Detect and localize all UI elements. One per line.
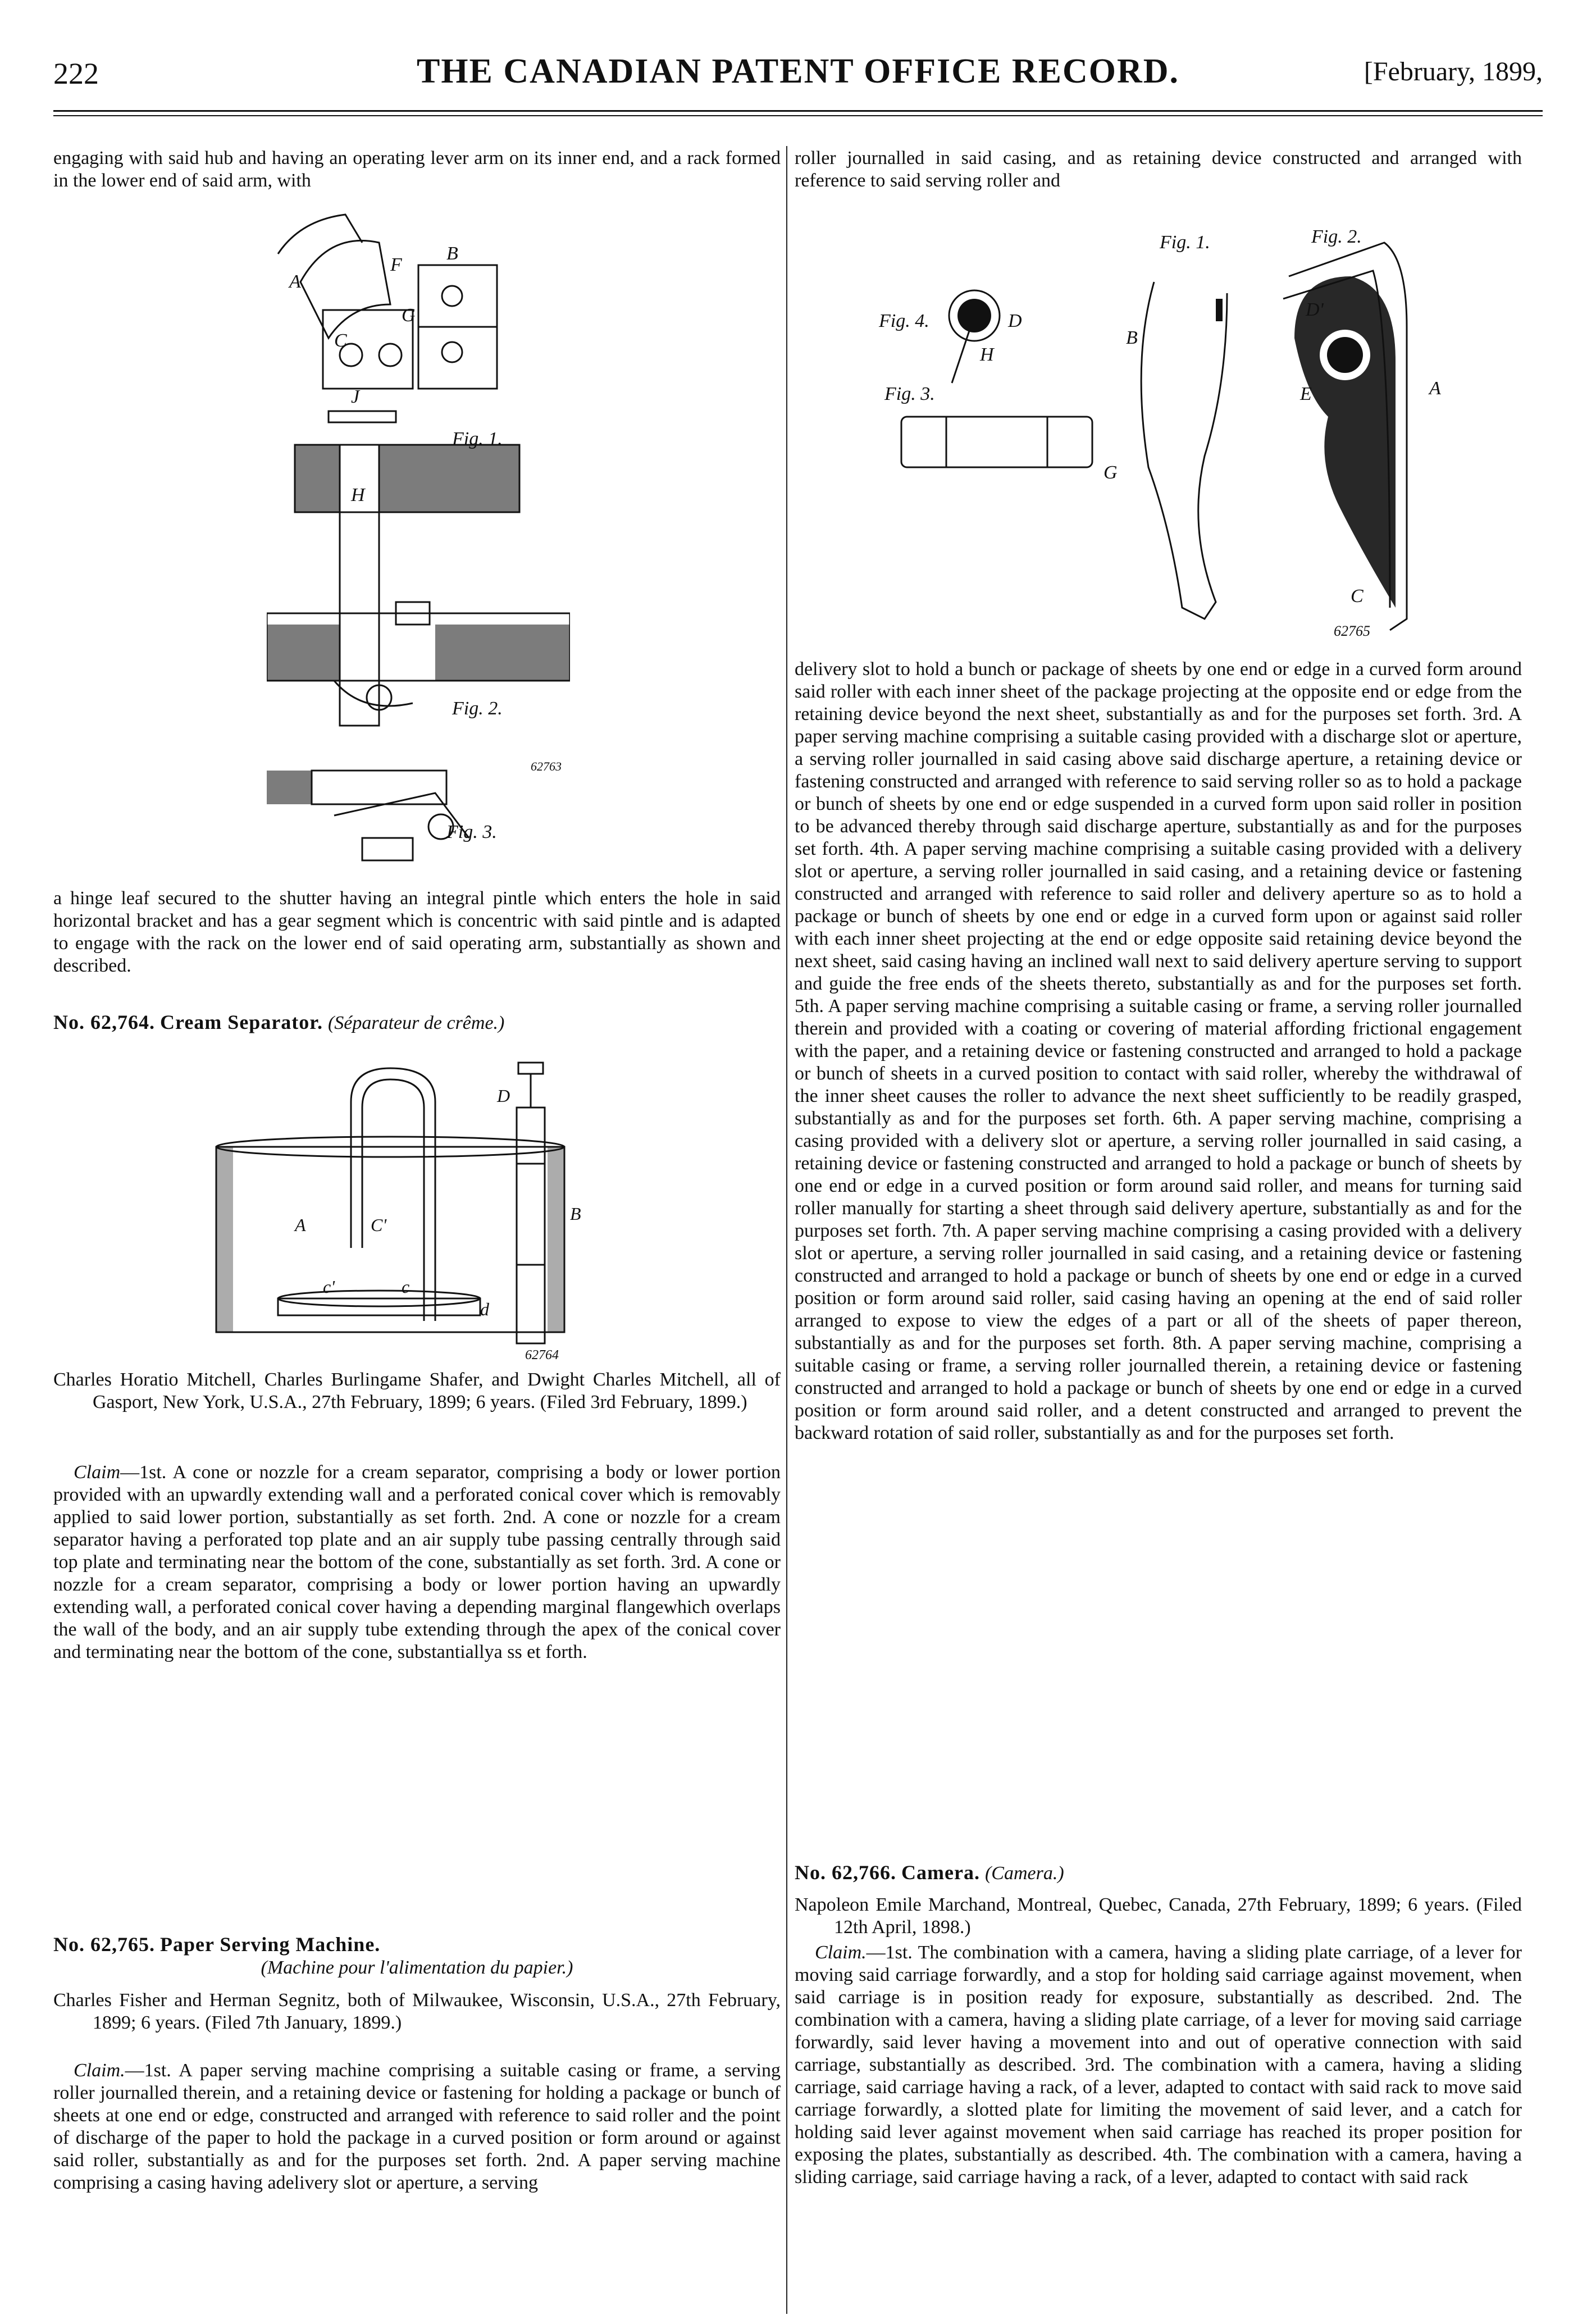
continuation-text-top-right: roller journalled in said casing, and as retaining device constructed and arranged with reference to said serving roller and (795, 148, 1522, 191)
label-A: A (1429, 378, 1441, 399)
label-F: F (390, 254, 402, 275)
entry-number: No. 62,766. (795, 1861, 896, 1884)
page-number: 222 (53, 57, 99, 90)
claim-text: —1st. A paper serving machine comprising a suitable casing or frame, a serving roller journalled therein, and a retaining device or fastening for holding a package or bunch of sheets at one end or edge, constructed and arranged with reference to said roller and the point of discharge of the paper to hold the package in a curved position or form around or against said roller, substantially as and for the purposes set forth. 2nd. A paper serving machine comprising a casing having adelivery slot or aperture, a serving (53, 2060, 781, 2193)
entry-number: No. 62,764. (53, 1011, 155, 1033)
continuation-claims-62765: delivery slot to hold a bunch or package of sheets by one end or edge in a curved form around said roller with each inner sheet of the package projecting at the opposite end or edge from the retaining device beyond the next sheet, substantially as and for the purposes set forth. 3rd. A paper serving machine comprising a suitable casing provided with a discharge slot or aperture, a serving roller journalled in said casing above said discharge aperture, a retaining device or fastening constructed and arranged with reference to said serving roller so as to hold a package or bunch of sheets by one end or edge suspended in a curved form upon said roller in position to be advanced thereby through said discharge aperture, substantially as and for the purposes set forth. 4th. A paper serving machine comprising a suitable casing provided with a delivery slot or aperture, a serving roller journalled in said casing, and a retaining device or fastening constructed and arranged with reference to said roller and delivery aperture so as to hold a package or bunch of sheets by one end or edge in a curved form upon or against said roller with each inner sheet projecting at the end or edge opposite said retaining device beyond the next sheet, said casing having an inclined wall next to said delivery aperture serving to support and guide the free ends of the sheets thereto, substantially as and for the purposes set forth. 5th. A paper serving machine comprising a suitable casing or frame, a serving roller journalled therein and provided with a coating or covering of material affording frictional engagement with the paper, and a retaining device or fastening constructed and arranged to hold a package or bunch of sheets in a curved position to contact with said roller, whereby the withdrawal of the inner sheet causes the roller to advance the next sheet sufficiently to be readily grasped, substantially as and for the purposes set forth. 6th. A paper serving machine, comprising a casing provided with a delivery slot or aperture, a serving roller journalled in said casing, a retaining device or fastening constructed and arranged to hold a package or bunch of sheets by one end or edge in a curved position or form around said roller, and means for turning said roller manually for starting a sheet through said delivery aperture, substantially as and for the purposes set forth. 7th. A paper serving machine comprising a casing provided with a delivery slot or aperture, a serving roller journalled in said casing, and a retaining device or fastening constructed and arranged to hold a package or bunch of sheets by one end or edge in a curved position or form around said roller, said casing having an opening at the end of said roller arranged to expose to view the edges of a part or all of the sheets of paper thereon, substantially as and for the purposes set forth. 8th. A paper serving machine, comprising a suitable casing or frame, a serving roller journalled therein, a retaining device or fastening constructed and arranged to hold a package or bunch of sheets by one end or edge in a curved position or form around said roller, and a detent constructed and arranged to prevent the backward rotation of said roller, substantially as and for the purposes set forth. (795, 659, 1522, 1443)
drawing-number-62764: 62764 (525, 1348, 559, 1362)
column-divider (786, 146, 787, 2314)
claims-62764 (53, 1461, 781, 1664)
entry-french-title-62765 (53, 1957, 781, 1979)
label-d: d (480, 1299, 489, 1319)
label-c1: c' (323, 1277, 335, 1297)
header-rule-thin (53, 115, 1543, 116)
label-C: C (1351, 586, 1364, 607)
patent-drawing-62763 (267, 209, 570, 866)
entry-number: No. 62,765. (53, 1933, 155, 1956)
entry-title: Paper Serving Machine. (160, 1933, 381, 1956)
fig1-label: Fig. 1. (1160, 232, 1210, 253)
continuation-text-top-left: engaging with said hub and having an operating lever arm on its inner end, and a rack formed in the lower end of said arm, with (53, 148, 781, 191)
right-column (795, 147, 1522, 2315)
label-G: G (1103, 462, 1118, 483)
fig3-label: Fig. 3. (446, 822, 497, 842)
left-column (53, 147, 781, 2315)
claims-62765-start (53, 2059, 781, 2194)
label-C1: C' (371, 1215, 387, 1235)
label-B: B (446, 243, 458, 264)
label-D: D (497, 1086, 510, 1106)
label-B: B (570, 1204, 581, 1224)
drawing-number-62765: 62765 (1334, 623, 1370, 639)
header-rule (53, 110, 1543, 112)
fig2-label: Fig. 2. (1311, 226, 1362, 247)
entry-french-title: (Séparateur de crême.) (327, 1013, 505, 1033)
issue-date: [February, 1899, (1364, 57, 1543, 86)
entry-heading-62765 (53, 1933, 781, 1956)
patent-drawing-62764 (211, 1051, 626, 1366)
claim-label: Claim. (815, 1942, 867, 1963)
patent-drawing-62765 (868, 215, 1457, 641)
inventors-62766: Napoleon Emile Marchand, Montreal, Quebec, Canada, 27th February, 1899; 6 years. (Filed 12th April, 1898.) (795, 1894, 1522, 1938)
entry-title: Cream Separator. (160, 1011, 323, 1033)
publication-title: THE CANADIAN PATENT OFFICE RECORD. (416, 52, 1180, 90)
label-J: J (351, 386, 360, 407)
claim-text: —1st. The combination with a camera, having a sliding plate carriage, of a lever for moving said carriage forwardly, and a stop for holding said carriage against movement, when said carriage is in position ready for exposure, substantially as described. 2nd. The combination with a camera, having a sliding plate carriage, of a lever for moving said carriage forwardly, said lever having a movement into and out of operative connection with said carriage, substantially as described. 3rd. The combination with a camera, having a sliding carriage, said carriage having a rack, of a lever, adapted to contact with said rack to move said carriage forwardly, a slotted plate for limiting the movement of said lever, and a catch for holding said lever against movement when said carriage has reached its proper position for exposing the plates, substantially as described. 4th. The combination with a camera, having a sliding carriage, said carriage having a rack, of a lever, adapted to contact with said rack (795, 1942, 1522, 2188)
fig4-label: Fig. 4. (879, 311, 929, 331)
fig3-label: Fig. 3. (884, 384, 935, 404)
label-C: C (334, 330, 347, 351)
label-D1: D' (1306, 299, 1324, 320)
entry-heading-62764 (53, 1011, 781, 1035)
label-H: H (351, 485, 365, 505)
entry-heading-62766 (795, 1861, 1522, 1885)
entry-title: Camera. (901, 1861, 980, 1884)
claim-label: Claim. (74, 2060, 125, 2081)
inventors-62765: Charles Fisher and Herman Segnitz, both of Milwaukee, Wisconsin, U.S.A., 27th February, 1899; 6 years. (Filed 7th January, 1899.) (53, 1990, 781, 2033)
label-E: E (1300, 384, 1312, 404)
label-D: D (1008, 311, 1022, 331)
fig1-label: Fig. 1. (452, 429, 503, 449)
claims-62766 (795, 1942, 1522, 2189)
label-G: G (402, 305, 416, 326)
inventors-62764: Charles Horatio Mitchell, Charles Burlingame Shafer, and Dwight Charles Mitchell, all of Gasport, New York, U.S.A., 27th February, 1899; 6 years. (Filed 3rd February, 1899.) (53, 1369, 781, 1412)
label-A: A (289, 271, 301, 292)
claim-text: —1st. A cone or nozzle for a cream separator, comprising a body or lower portion provided with an upwardly extending wall and a perforated conical cover which is removably applied to said lower portion, substantially as set forth. 2nd. A cone or nozzle for a cream separator having a perforated top plate and an air supply tube passing centrally through said top plate and terminating near the bottom of the cone, substantially as set forth. 3rd. A cone or nozzle for a cream separator, comprising a body or lower portion having an upwardly extending wall, a perforated conical cover having a depending marginal flangewhich overlaps the wall of the body, and an air supply tube extending through the apex of the conical cover and terminating near the bottom of the cone, substantiallya ss et forth. (53, 1462, 781, 1662)
page-header (53, 52, 1543, 97)
claim-label: Claim (74, 1462, 121, 1483)
label-B: B (1126, 327, 1138, 348)
label-A: A (295, 1215, 306, 1235)
entry-french-title: (Machine pour l'alimentation du papier.) (261, 1957, 573, 1978)
entry-french-title: (Camera.) (984, 1863, 1064, 1884)
drawing-number-62763: 62763 (531, 759, 562, 773)
fig2-label: Fig. 2. (452, 698, 503, 719)
continuation-text-after-figure: a hinge leaf secured to the shutter having an integral pintle which enters the hole in said horizontal bracket and has a gear segment which is concentric with said pintle and is adapted to engage with the rack on the lower end of said operating arm, substantially as shown and described. (53, 888, 781, 976)
label-H: H (980, 344, 994, 365)
label-c: c (402, 1277, 410, 1297)
